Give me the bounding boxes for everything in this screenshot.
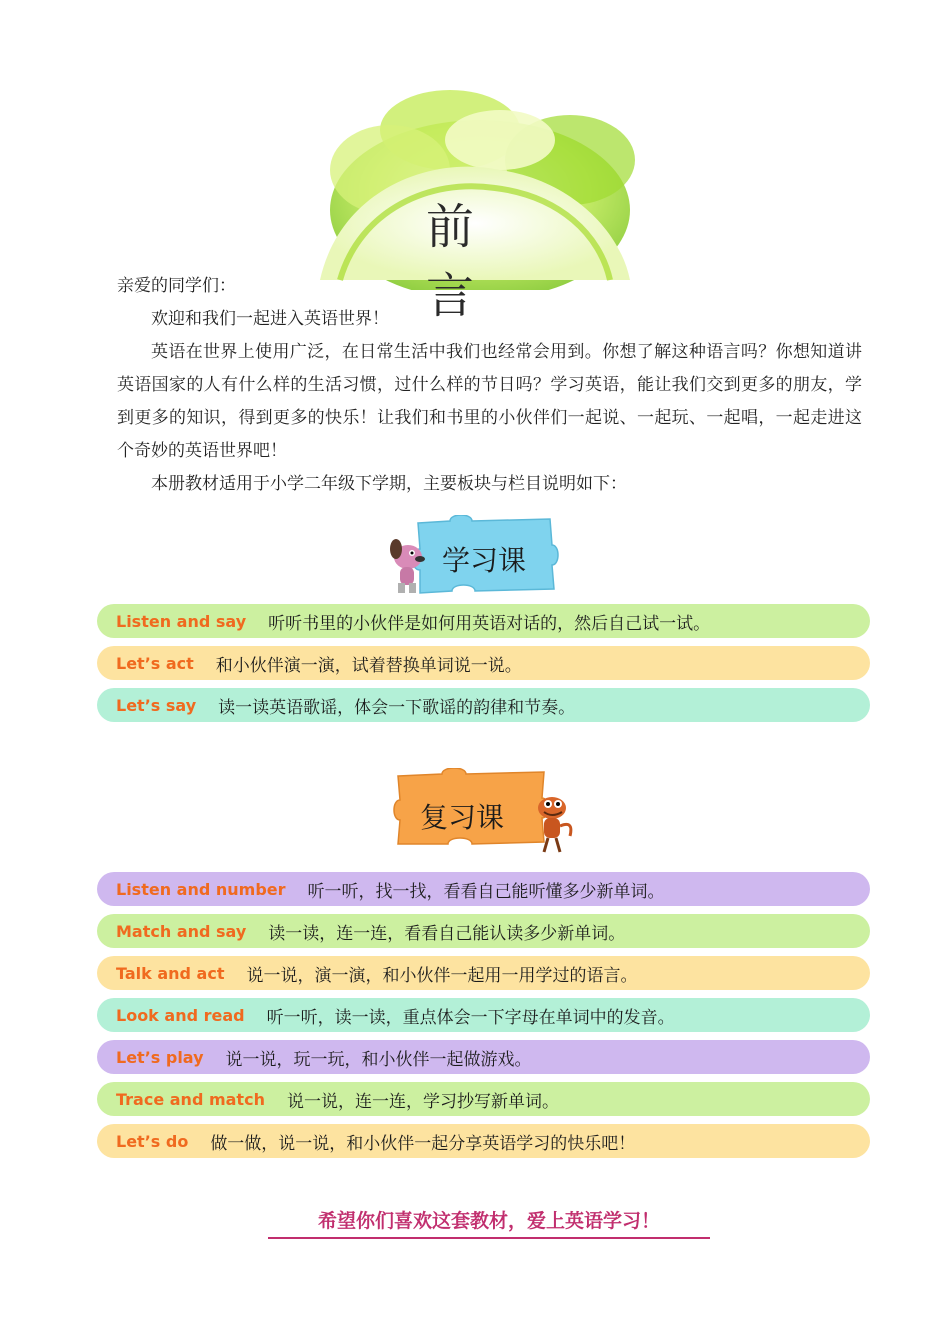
intro-paragraph-3: 本册教材适用于小学二年级下学期，主要板块与栏目说明如下： [151,474,627,494]
list-item [97,998,870,1032]
item-tag: Trace and match [116,1089,265,1109]
item-description: 和小伙伴演一演，试着替换单词说一说。 [215,655,522,676]
item-tag: Look and read [116,1005,245,1025]
item-tag: Let’s do [116,1131,189,1151]
item-tag: Listen and say [116,611,247,631]
cartoon-dog-icon [382,535,430,597]
list-item [97,1082,870,1116]
page-title: 前 言 [425,199,623,324]
list-item [97,872,870,906]
item-tag: Talk and act [116,963,225,983]
item-description: 说一说，连一连，学习抄写新单词。 [286,1091,559,1112]
study-section-list [97,604,870,730]
item-description: 说一说，玩一玩，和小伙伴一起做游戏。 [225,1049,532,1070]
item-tag: Let’s play [116,1047,204,1067]
review-section-label: 复习课 [420,801,505,834]
cartoon-creature-icon [530,790,578,856]
item-description: 做一做，说一说，和小伙伴一起分享英语学习的快乐吧！ [210,1133,636,1154]
item-description: 说一说，演一演，和小伙伴一起用一用学过的语言。 [246,965,638,986]
list-item [97,1124,870,1158]
item-description: 听听书里的小伙伴是如何用英语对话的，然后自己试一试。 [268,613,711,634]
list-item [97,956,870,990]
item-tag: Match and say [116,921,247,941]
intro-paragraph-2: 英语在世界上使用广泛，在日常生活中我们也经常会用到。你想了解这种语言吗？你想知道讲英语国家的人有什么样的生活习惯，过什么样的节日吗？学习英语，能让我们交到更多的朋友，学到更多的知识，得到更多的快乐！让我们和书里的小伙伴们一起说、一起玩、一起唱，一起走进这个奇妙的英语世界吧！ [117,342,862,461]
item-tag: Let’s say [116,695,197,715]
list-item [97,914,870,948]
item-description: 读一读，连一连，看看自己能认读多少新单词。 [268,923,626,944]
item-description: 读一读英语歌谣，体会一下歌谣的韵律和节奏。 [218,697,576,718]
intro-paragraph-1: 欢迎和我们一起进入英语世界！ [151,309,389,329]
list-item [97,604,870,638]
item-tag: Let’s act [116,653,194,673]
item-description: 听一听，读一读，重点体会一下字母在单词中的发音。 [266,1007,675,1028]
list-item [97,1040,870,1074]
item-tag: Listen and number [116,879,286,899]
greeting: 亲爱的同学们： [117,276,236,296]
closing-message: 希望你们喜欢这套教材，爱上英语学习！ [268,1206,710,1239]
item-description: 听一听，找一找，看看自己能听懂多少新单词。 [307,881,665,902]
study-section-header [380,515,565,595]
study-section-label: 学习课 [442,544,527,577]
intro-text [117,270,862,501]
list-item [97,688,870,722]
review-section-header [392,768,582,858]
list-item [97,646,870,680]
review-section-list [97,872,870,1166]
